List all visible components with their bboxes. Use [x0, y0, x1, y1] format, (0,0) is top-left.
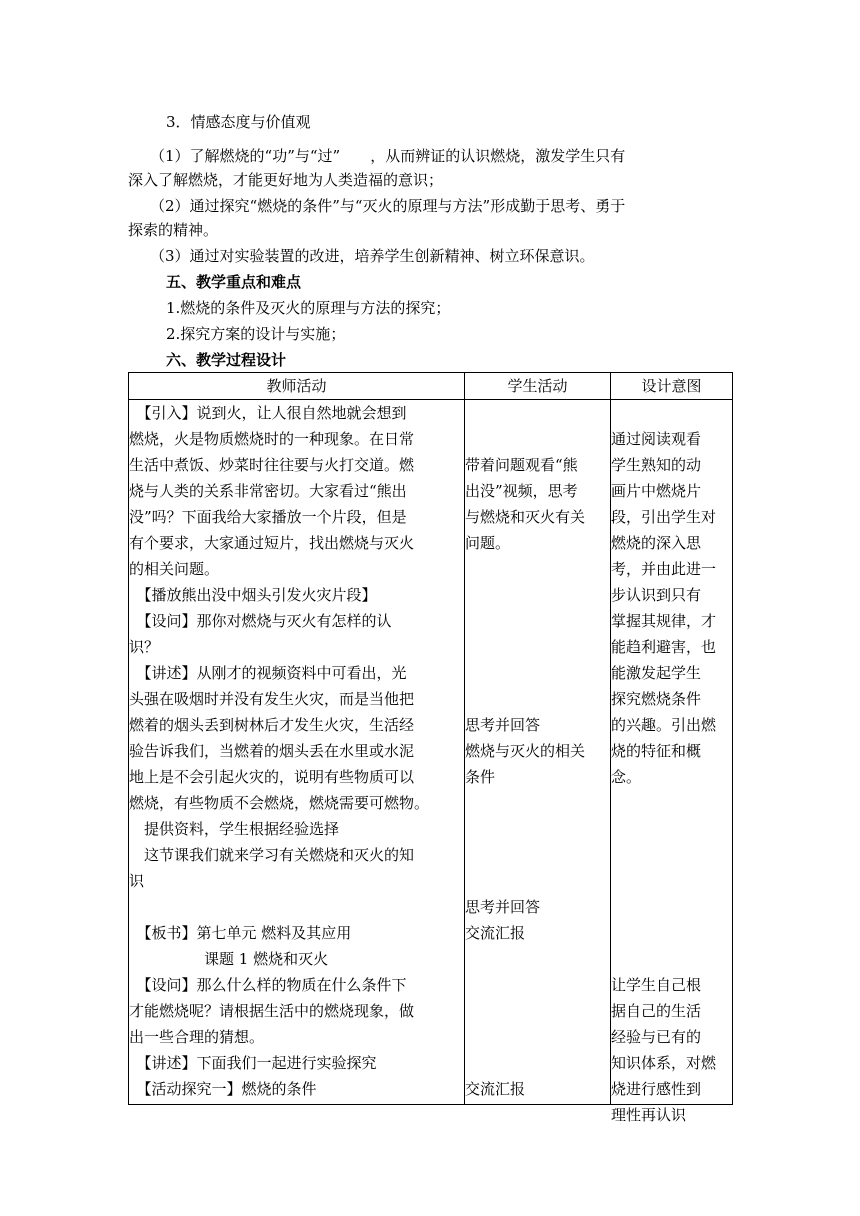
teacher-activity-line: 生活中煮饭、炒菜时往往要与火打交道。燃 — [129, 456, 415, 474]
student-activity-line: 问题。 — [465, 534, 511, 552]
student-activity-line: 出没”视频，思考 — [465, 482, 578, 500]
table-header-row — [129, 373, 733, 400]
design-intent-line: 学生熟知的动 — [611, 456, 702, 474]
design-intent-line: 考，并由此进一 — [611, 560, 717, 578]
design-intent-line: 探究燃烧条件 — [611, 690, 702, 708]
table-row — [129, 400, 733, 1105]
heading-teaching-process: 六、教学过程设计 — [166, 351, 287, 369]
design-intent-line: 理性再认识 — [611, 1106, 687, 1124]
teacher-activity-line: 【引入】说到火，让人很自然地就会想到 — [129, 404, 407, 422]
teacher-activity-line: 【讲述】下面我们一起进行实验探究 — [129, 1054, 377, 1072]
teacher-activity-line: 识？ — [129, 638, 160, 656]
teacher-activity-line: 燃着的烟头丢到树林后才发生火灾，生活经 — [129, 716, 415, 734]
teacher-activity-line: 头强在吸烟时并没有发生火灾，而是当他把 — [129, 690, 415, 708]
design-intent-line: 据自己的生活 — [611, 1002, 702, 1020]
teacher-activity-line: 【讲述】从刚才的视频资料中可看出，光 — [129, 664, 407, 682]
teacher-activity-line: 的相关问题。 — [129, 560, 220, 578]
teaching-process-table — [128, 372, 733, 1124]
student-activity-line: 交流汇报 — [465, 924, 526, 942]
header-student-activity: 学生活动 — [465, 373, 611, 400]
design-intent-line: 通过阅读观看 — [611, 430, 702, 448]
teacher-activity-line: 【设问】那么什么样的物质在什么条件下 — [129, 976, 407, 994]
design-intent-line: 的兴趣。引出燃 — [611, 716, 717, 734]
teacher-activity-line: 【板书】第七单元 燃料及其应用 — [129, 924, 352, 942]
teacher-activity-line: 识 — [129, 872, 145, 890]
teacher-activity-line: 【活动探究一】燃烧的条件 — [129, 1080, 317, 1098]
student-activity-cell — [465, 400, 611, 1105]
key-point-1: 1.燃烧的条件及灭火的原理与方法的探究； — [166, 299, 451, 317]
teacher-activity-line: 燃烧，火是物质燃烧时的一种现象。在日常 — [129, 430, 415, 448]
design-intent-line: 掌握其规律，才 — [611, 612, 717, 630]
teacher-activity-line: 这节课我们就来学习有关燃烧和灭火的知 — [129, 846, 415, 864]
paragraph-3: （3）通过对实验装置的改进，培养学生创新精神、树立环保意识。 — [150, 247, 595, 265]
teacher-activity-line: 提供资料，学生根据经验选择 — [129, 820, 340, 838]
teacher-activity-line: 【播放熊出没中烟头引发火灾片段】 — [129, 586, 377, 604]
paragraph-2-line-1: （2）通过探究“燃烧的条件”与“灭火的原理与方法”形成勤于思考、勇于 — [150, 197, 626, 215]
student-activity-line: 与燃烧和灭火有关 — [465, 508, 586, 526]
design-intent-line: 画片中燃烧片 — [611, 482, 702, 500]
header-teacher-activity: 教师活动 — [129, 373, 465, 400]
student-activity-line: 交流汇报 — [465, 1080, 526, 1098]
student-activity-line: 燃烧与灭火的相关 — [465, 742, 586, 760]
key-point-2: 2.探究方案的设计与实施； — [166, 325, 346, 343]
design-intent-line: 能趋利避害，也 — [611, 638, 717, 656]
teacher-activity-line: 出一些合理的猜想。 — [129, 1028, 265, 1046]
teacher-activity-line: 有个要求，大家通过短片，找出燃烧与灭火 — [129, 534, 415, 552]
design-intent-line: 经验与已有的 — [611, 1028, 702, 1046]
student-activity-line: 带着问题观看“熊 — [465, 456, 578, 474]
design-intent-line: 段，引出学生对 — [611, 508, 717, 526]
design-intent-cell — [611, 400, 733, 1124]
section-title-attitude: 3．情感态度与价值观 — [166, 113, 311, 131]
paragraph-2-line-2: 探索的精神。 — [128, 221, 219, 239]
teacher-activity-line: 地上是不会引起火灾的，说明有些物质可以 — [129, 768, 415, 786]
teacher-activity-line: 烧与人类的关系非常密切。大家看过“熊出 — [129, 482, 407, 500]
design-intent-line: 念。 — [611, 768, 642, 786]
design-intent-line: 烧的特征和概 — [611, 742, 702, 760]
student-activity-line: 思考并回答 — [465, 898, 541, 916]
teacher-activity-line: 【设问】那你对燃烧与灭火有怎样的认 — [129, 612, 392, 630]
teacher-activity-line: 课题 1 燃烧和灭火 — [129, 950, 329, 968]
teacher-activity-line: 燃烧，有些物质不会燃烧，燃烧需要可燃物。 — [129, 794, 430, 812]
heading-key-points: 五、教学重点和难点 — [166, 273, 302, 291]
design-intent-line: 燃烧的深入思 — [611, 534, 702, 552]
design-intent-line: 让学生自己根 — [611, 976, 702, 994]
student-activity-line: 条件 — [465, 768, 496, 786]
paragraph-1-line-2: 深入了解燃烧，才能更好地为人类造福的意识； — [128, 171, 444, 189]
design-intent-line: 知识体系，对燃 — [611, 1054, 717, 1072]
design-intent-line: 烧进行感性到 — [611, 1080, 702, 1098]
teacher-activity-cell — [129, 400, 465, 1105]
design-intent-line: 步认识到只有 — [611, 586, 702, 604]
student-activity-line: 思考并回答 — [465, 716, 541, 734]
teacher-activity-line: 才能燃烧呢？请根据生活中的燃烧现象，做 — [129, 1002, 415, 1020]
design-intent-line: 能激发起学生 — [611, 664, 702, 682]
header-design-intent: 设计意图 — [611, 373, 733, 400]
teacher-activity-line: 验告诉我们，当燃着的烟头丢在水里或水泥 — [129, 742, 415, 760]
teacher-activity-line: 没”吗？下面我给大家播放一个片段，但是 — [129, 508, 407, 526]
paragraph-1-line-1: （1）了解燃烧的“功”与“过” ，从而辨证的认识燃烧，激发学生只有 — [150, 147, 626, 165]
